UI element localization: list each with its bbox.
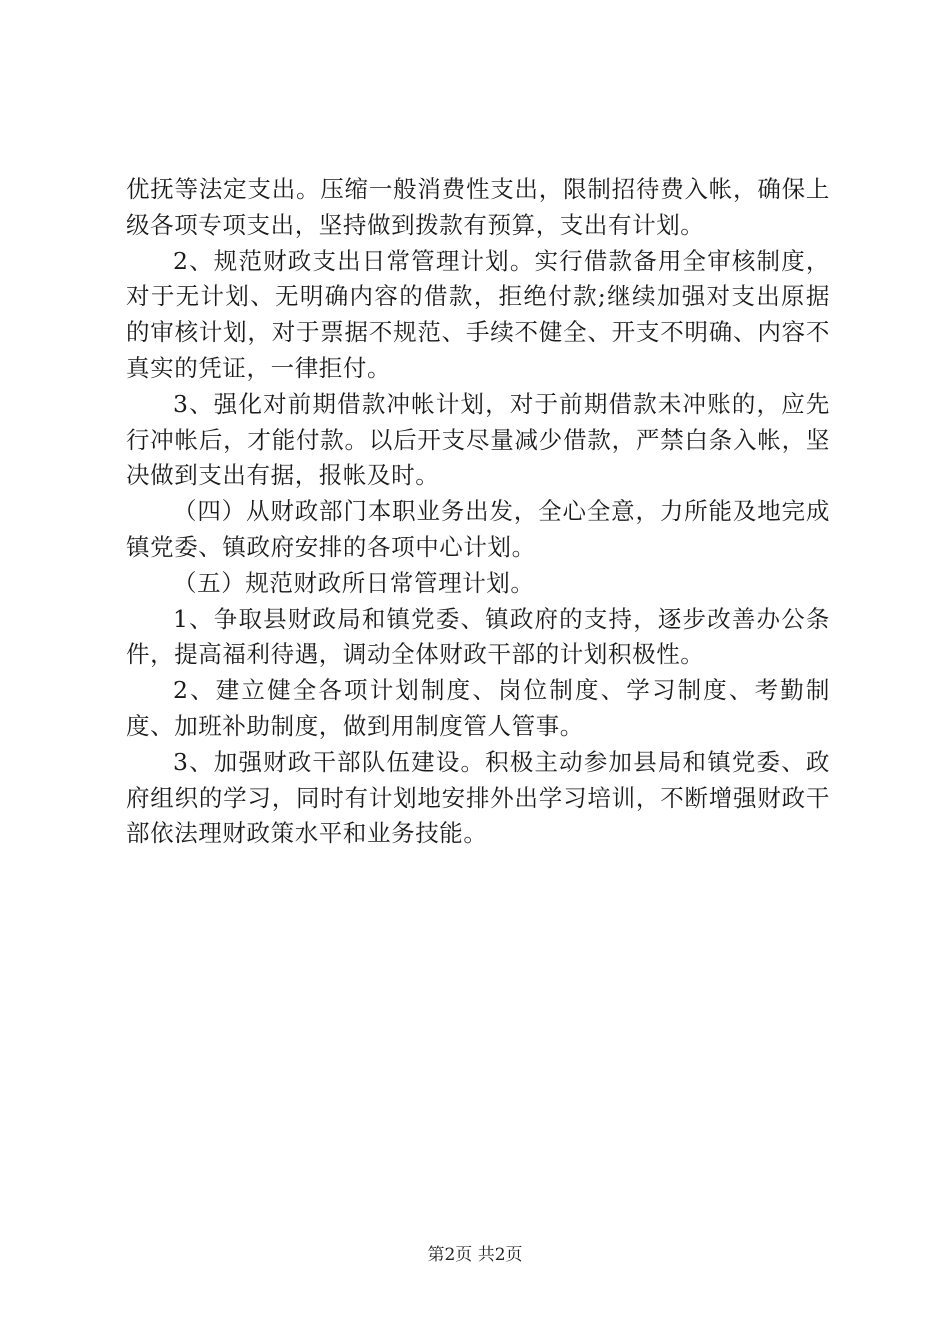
- paragraph-item-3-staff-building: 3、加强财政干部队伍建设。积极主动参加县局和镇党委、政府组织的学习，同时有计划地安排外出学习培训，不断增强财政干部依法理财政策水平和业务技能。: [126, 747, 830, 848]
- paragraph-item-2-rules-system: 2、建立健全各项计划制度、岗位制度、学习制度、考勤制度、加班补助制度，做到用制度管人管事。: [126, 676, 830, 740]
- paragraph-continuation: 优抚等法定支出。压缩一般消费性支出，限制招待费入帐，确保上级各项专项支出，坚持做到拨款有预算，支出有计划。: [126, 175, 830, 239]
- paragraph-item-1-office-conditions: 1、争取县财政局和镇党委、镇政府的支持，逐步改善办公条件，提高福利待遇，调动全体财政干部的计划积极性。: [126, 604, 830, 669]
- paragraph-section-5-heading: （五）规范财政所日常管理计划。: [173, 568, 535, 597]
- page-number-footer: 第2页 共2页: [427, 1245, 523, 1265]
- document-body: [126, 172, 830, 852]
- paragraph-item-2-expenditure-management: 2、规范财政支出日常管理计划。实行借款备用全审核制度，对于无计划、无明确内容的借款，拒绝付款;继续加强对支出原据的审核计划，对于票据不规范、手续不健全、开支不明确、内容不真实的凭证，一律拒付。: [126, 246, 830, 382]
- paragraph-item-3-loan-settlement: 3、强化对前期借款冲帐计划，对于前期借款未冲账的，应先行冲帐后，才能付款。以后开支尽量减少借款，严禁白条入帐，坚决做到支出有据，报帐及时。: [126, 389, 830, 490]
- paragraph-section-4: （四）从财政部门本职业务出发，全心全意，力所能及地完成镇党委、镇政府安排的各项中心计划。: [126, 497, 830, 561]
